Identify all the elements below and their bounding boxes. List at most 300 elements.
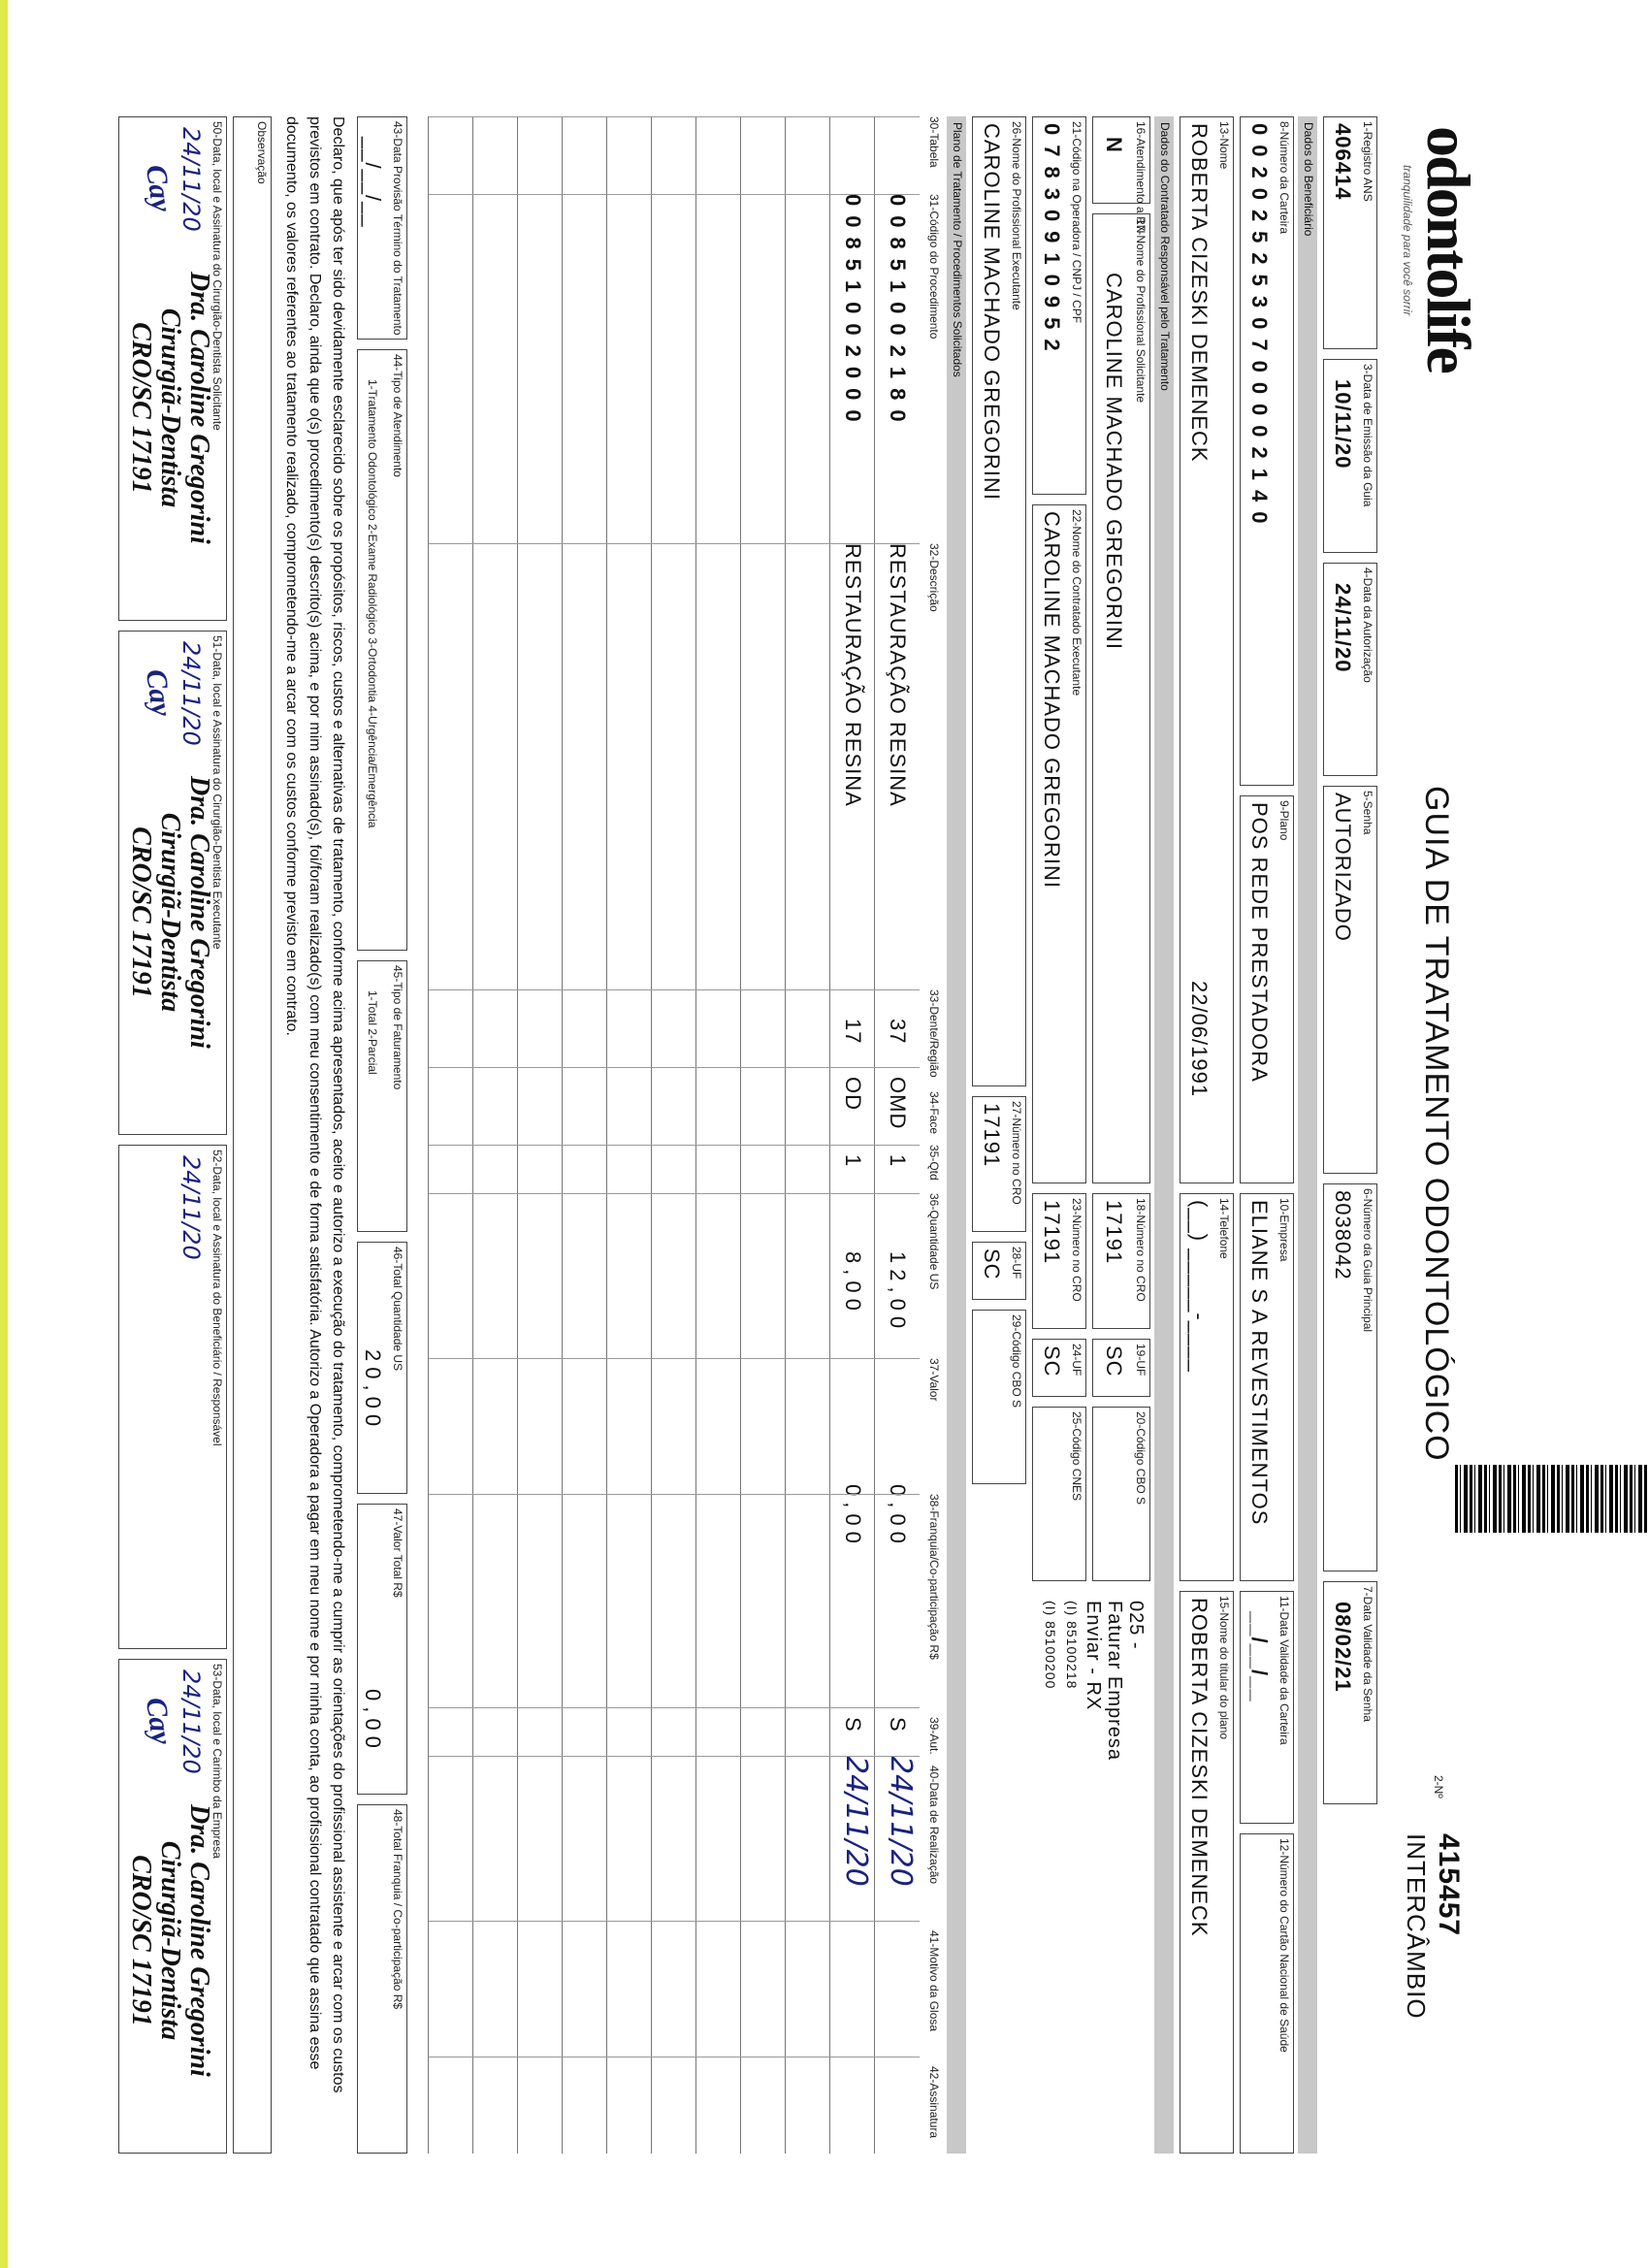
signature-3: Cay — [139, 1695, 178, 1747]
nome-value: ROBERTA CIZESKI DEMENECK — [1187, 123, 1212, 463]
cell-divider — [696, 1756, 741, 1757]
carteira-value: 0020252530700002140 — [1247, 123, 1272, 534]
atendimento-rn-box — [1092, 116, 1150, 234]
cell-divider — [830, 1921, 875, 1922]
cns-label: 12-Número do Cartão Nacional de Saúde — [1277, 1838, 1291, 2053]
cell-divider — [875, 1756, 920, 1757]
cro-solicitante-value: 17191 — [1102, 1200, 1126, 1265]
cro-solicitante-box — [1092, 1193, 1150, 1329]
cell-divider — [696, 1358, 741, 1359]
signature-1: Cay — [139, 162, 178, 214]
guia-principal-label: 6-Número da Guia Principal — [1361, 1188, 1374, 1333]
cbo-executante-label: 29-Código CBO S — [1010, 1314, 1023, 1409]
section-contratado: Dados do Contratado Responsável pelo Tratamento — [1154, 116, 1174, 2154]
cell-divider — [429, 116, 473, 117]
note-1: 025 - — [1125, 1601, 1147, 1650]
cell-divider — [652, 1756, 696, 1757]
plano-value: POS REDE PRESTADORA — [1247, 802, 1272, 1083]
plano-label: 9-Plano — [1277, 800, 1291, 841]
cell-divider — [875, 1145, 920, 1146]
cro-contratado-value: 17191 — [1040, 1200, 1064, 1265]
cell-divider — [429, 1193, 473, 1194]
cell-divider — [429, 1145, 473, 1146]
row-codigo: 00851002180 — [886, 194, 910, 432]
col-glosa: 41-Motivo da Glosa — [927, 1930, 941, 2032]
col-us: 36-Quantidade US — [927, 1193, 941, 1290]
cell-divider — [518, 543, 563, 544]
table-row — [606, 116, 652, 2154]
prof-solicitante-label: 17-Nome do Profissional Solicitante — [1134, 218, 1148, 404]
row-valor: 0,00 — [841, 1484, 865, 1549]
cell-divider — [518, 1067, 563, 1068]
tipo-faturamento-options: 1-Total 2-Parcial — [366, 990, 379, 1075]
cell-divider — [830, 543, 875, 544]
cns-box — [1240, 1833, 1294, 2154]
cell-divider — [563, 1193, 607, 1194]
tipo-atendimento-label: 44-Tipo de Atendimento — [391, 354, 404, 477]
cell-divider — [741, 1193, 786, 1194]
cell-divider — [563, 1756, 607, 1757]
cell-divider — [786, 1067, 830, 1068]
cell-divider — [652, 989, 696, 990]
cell-divider — [607, 1494, 652, 1495]
col-data: 40-Data de Realização — [927, 1766, 941, 1885]
nascimento-value: 22/06/1991 — [1187, 981, 1212, 1098]
stamp-line: Dra. Caroline Gregorini — [184, 272, 214, 544]
prof-solicitante-box — [1092, 213, 1150, 1183]
carteira-box — [1240, 116, 1294, 786]
row-aut: S — [886, 1717, 910, 1733]
cell-divider — [696, 1494, 741, 1495]
termino-label: 43-Data Provisão Término do Tratamento — [391, 121, 404, 336]
procedures-header — [920, 116, 945, 2154]
stamp-line: Cirurgiã-Dentista — [155, 812, 185, 1013]
cell-divider — [607, 1067, 652, 1068]
row-dente: 17 — [841, 1019, 865, 1045]
cell-divider — [607, 989, 652, 990]
titular-value: ROBERTA CIZESKI DEMENECK — [1187, 1598, 1212, 1937]
row-descricao: RESTAURAÇÃO RESINA — [886, 543, 910, 807]
cell-divider — [830, 1145, 875, 1146]
cell-divider — [830, 1756, 875, 1757]
table-row — [562, 116, 607, 2154]
telefone-label: 14-Telefone — [1217, 1198, 1231, 1259]
guide-number: 415457 — [1433, 1833, 1465, 1937]
signature-2: Cay — [139, 666, 178, 719]
contratado-exec-label: 22-Nome do Contratado Executante — [1070, 509, 1083, 697]
cell-divider — [429, 1756, 473, 1757]
guia-principal-value: 8038042 — [1331, 1190, 1355, 1280]
cell-divider — [473, 1921, 518, 1922]
cro-executante-value: 17191 — [980, 1103, 1004, 1168]
brand-tagline: tranquilidade para você sorrir — [1401, 165, 1414, 316]
row-us: 8,00 — [841, 1251, 865, 1316]
sig53-label: 53-Data, local e Carimbo da Empresa — [210, 1664, 224, 1859]
cell-divider — [473, 116, 518, 117]
stamp-line: Dra. Caroline Gregorini — [184, 776, 214, 1049]
cell-divider — [563, 1494, 607, 1495]
nome-label: 13-Nome — [1217, 121, 1231, 170]
data-emissao-box — [1323, 359, 1377, 553]
table-row — [740, 116, 786, 2154]
cell-divider — [518, 989, 563, 990]
total-us-value: 20,00 — [361, 1349, 385, 1433]
cell-divider — [875, 1193, 920, 1194]
barcode — [1455, 1465, 1649, 1533]
cell-divider — [473, 1358, 518, 1359]
prof-executante-box — [972, 116, 1026, 1086]
cell-divider — [607, 1145, 652, 1146]
row-aut: S — [841, 1717, 865, 1733]
cell-divider — [518, 1145, 563, 1146]
atendimento-rn-value: N — [1102, 137, 1126, 153]
cell-divider — [830, 1707, 875, 1708]
cell-divider — [429, 1358, 473, 1359]
row-qtd: 1 — [841, 1154, 865, 1168]
cell-divider — [652, 1494, 696, 1495]
franquia-total-box — [357, 1804, 407, 2154]
cell-divider — [696, 116, 741, 117]
row-codigo: 00851002000 — [841, 194, 865, 432]
cell-divider — [875, 1067, 920, 1068]
dentist-stamp-2 — [126, 776, 213, 1049]
tipo-faturamento-label: 45-Tipo de Faturamento — [391, 965, 404, 1090]
brand-logo: odontolife — [1414, 126, 1483, 373]
registro-ans-box — [1323, 116, 1377, 349]
cnes-box — [1032, 1407, 1086, 1581]
cell-divider — [875, 194, 920, 195]
empresa-value: ELIANE S A REVESTIMENTOS — [1247, 1200, 1272, 1526]
cbo-solicitante-box — [1092, 1407, 1150, 1581]
cell-divider — [607, 1921, 652, 1922]
cell-divider — [652, 543, 696, 544]
cell-divider — [652, 1921, 696, 1922]
cro-contratado-box — [1032, 1193, 1086, 1329]
cell-divider — [741, 543, 786, 544]
cell-divider — [875, 116, 920, 117]
uf-contratado-box — [1032, 1339, 1086, 1397]
cell-divider — [696, 194, 741, 195]
registro-ans-value: 406414 — [1331, 123, 1355, 201]
cell-divider — [652, 1145, 696, 1146]
prof-solicitante-value: CAROLINE MACHADO GREGORINI — [1102, 273, 1126, 651]
cell-divider — [875, 1358, 920, 1359]
uf-executante-value: SC — [980, 1248, 1004, 1280]
col-aut: 39-Aut. — [927, 1717, 941, 1755]
sig52-label: 52-Data, local e Assinatura do Beneficiário / Responsável — [210, 1150, 224, 1446]
rotated-form — [107, 107, 1484, 2163]
cbo-solicitante-label: 20-Código CBO S — [1134, 1411, 1148, 1506]
empresa-label: 10-Empresa — [1277, 1198, 1291, 1262]
guide-type: INTERCÂMBIO — [1402, 1833, 1431, 2020]
table-row — [472, 116, 518, 2154]
cell-divider — [563, 116, 607, 117]
notes — [1040, 1601, 1147, 1761]
row-qtd: 1 — [886, 1154, 910, 1168]
cell-divider — [786, 989, 830, 990]
table-row — [785, 116, 830, 2154]
table-row — [428, 116, 473, 2154]
cell-divider — [696, 1921, 741, 1922]
senha-box — [1323, 786, 1377, 1174]
cell-divider — [563, 1067, 607, 1068]
cell-divider — [786, 543, 830, 544]
page-title: GUIA DE TRATAMENTO ODONTOLÓGICO — [1418, 786, 1455, 1462]
cell-divider — [741, 116, 786, 117]
cell-divider — [786, 1358, 830, 1359]
sig50-label: 50-Data, local e Assinatura do Cirurgião-Dentista Solicitante — [210, 121, 224, 431]
col-valor: 37-Valor — [927, 1358, 941, 1402]
cell-divider — [875, 1494, 920, 1495]
cell-divider — [741, 1494, 786, 1495]
cell-divider — [875, 1921, 920, 1922]
sig50-date: 24/11/20 — [178, 127, 205, 232]
cell-divider — [830, 116, 875, 117]
cell-divider — [741, 1358, 786, 1359]
cell-divider — [830, 1193, 875, 1194]
cro-executante-box — [972, 1096, 1026, 1232]
cell-divider — [563, 1707, 607, 1708]
cell-divider — [429, 1494, 473, 1495]
dentist-stamp-3 — [126, 1804, 213, 2077]
contratado-exec-value: CAROLINE MACHADO GREGORINI — [1040, 511, 1064, 890]
cell-divider — [741, 194, 786, 195]
cell-divider — [518, 1193, 563, 1194]
tipo-atendimento-options: 1-Tratamento Odontológico 2-Exame Radiológico 3-Ortodontia 4-Urgência/Emergência — [366, 379, 379, 828]
data-emissao-label: 3-Data de Emissão da Guia — [1361, 364, 1374, 507]
table-row — [695, 116, 741, 2154]
cell-divider — [741, 1921, 786, 1922]
nome-box — [1180, 116, 1234, 1183]
col-codigo: 31-Código do Procedimento — [927, 194, 941, 340]
cell-divider — [830, 194, 875, 195]
row-face: OMD — [886, 1077, 910, 1130]
cell-divider — [830, 1067, 875, 1068]
consent-text: Declaro, que após ter sido devidamente esclarecido sobre os propósitos, riscos, custos e alternativas de tratamento, conforme acima apresentados, aceito e autorizo a execução do tratamento, comprometendo-me a cumprir as orientações do profissional assistente e arcar com os custos previstos em contrato. Declaro, ainda que o(s) procedimento(s) descrito(s) acima, e por mim assinado(s), foi/foram realizado(s) com meu consentimento e de forma satisfatória. Autorizo a Operadora a pagar em meu nome e por minha conta, ao profissional contratado que assina esse documento, os valores referentes ao tratamento realizado, comprometendo-me a arcar com os custos conforme previsto em contrato. — [283, 116, 346, 2093]
row-face: OD — [841, 1077, 865, 1111]
cell-divider — [563, 1921, 607, 1922]
cell-divider — [875, 1707, 920, 1708]
data-emissao-value: 10/11/20 — [1331, 379, 1355, 470]
observacao-box — [233, 116, 272, 2154]
cell-divider — [563, 1145, 607, 1146]
col-descricao: 32-Descrição — [927, 543, 941, 612]
cell-divider — [473, 1067, 518, 1068]
cell-divider — [563, 194, 607, 195]
cell-divider — [786, 1145, 830, 1146]
cell-divider — [563, 989, 607, 990]
cell-divider — [429, 194, 473, 195]
cod-operadora-box — [1032, 116, 1086, 495]
termino-value: __/__/__ — [361, 137, 385, 228]
cell-divider — [786, 1921, 830, 1922]
telefone-value: (__) _____-____ — [1187, 1200, 1212, 1373]
cell-divider — [429, 989, 473, 990]
franquia-total-label: 48-Total Franquia / Co-participação R$ — [391, 1809, 404, 2010]
cell-divider — [563, 1358, 607, 1359]
cell-divider — [607, 543, 652, 544]
row-valor: 0,00 — [886, 1484, 910, 1549]
cell-divider — [518, 1494, 563, 1495]
cell-divider — [473, 1756, 518, 1757]
uf-solicitante-value: SC — [1102, 1345, 1126, 1377]
atendimento-rn-label: 16-Atendimento a RN — [1134, 121, 1148, 234]
empresa-box — [1240, 1193, 1294, 1581]
cell-divider — [741, 1067, 786, 1068]
valor-total-label: 47-Valor Total R$ — [391, 1508, 404, 1598]
cell-divider — [830, 1494, 875, 1495]
sig53-date: 24/11/20 — [178, 1669, 205, 1774]
cell-divider — [696, 1707, 741, 1708]
carteira-label: 8-Número da Carteira — [1277, 121, 1291, 235]
plano-box — [1240, 795, 1294, 1183]
sig51-date: 24/11/20 — [178, 641, 205, 746]
cell-divider — [429, 1707, 473, 1708]
cell-divider — [786, 1193, 830, 1194]
registro-ans-label: 1-Registro ANS — [1361, 121, 1374, 202]
cell-divider — [741, 989, 786, 990]
cell-divider — [652, 194, 696, 195]
data-autorizacao-label: 4-Data da Autorização — [1361, 567, 1374, 683]
cell-divider — [473, 1707, 518, 1708]
stamp-line: Cirurgiã-Dentista — [155, 308, 185, 508]
validade-carteira-label: 11-Data Validade da Carteira — [1277, 1596, 1291, 1745]
cell-divider — [741, 1145, 786, 1146]
cell-divider — [607, 116, 652, 117]
cell-divider — [607, 1756, 652, 1757]
cell-divider — [652, 1358, 696, 1359]
cell-divider — [518, 116, 563, 117]
uf-executante-label: 28-UF — [1010, 1247, 1023, 1280]
cell-divider — [696, 543, 741, 544]
sig52-date: 24/11/20 — [178, 1155, 205, 1260]
validade-carteira-value: __/__/__ — [1247, 1611, 1272, 1702]
table-row — [517, 116, 563, 2154]
total-us-box — [357, 1242, 407, 1494]
col-assinatura: 42-Assinatura — [927, 2066, 941, 2139]
cell-divider — [652, 1193, 696, 1194]
note-4: (I) 85100218 — [1064, 1601, 1080, 1690]
tipo-faturamento-box — [357, 960, 407, 1232]
cell-divider — [786, 194, 830, 195]
uf-executante-box — [972, 1242, 1026, 1300]
row-dente: 37 — [886, 1019, 910, 1045]
cell-divider — [607, 1358, 652, 1359]
col-qtd: 35-Qtd — [927, 1145, 941, 1181]
cell-divider — [429, 1921, 473, 1922]
cell-divider — [473, 1494, 518, 1495]
stamp-line: Dra. Caroline Gregorini — [184, 1804, 214, 2077]
cell-divider — [830, 989, 875, 990]
cell-divider — [830, 1358, 875, 1359]
note-2: Faturar Empresa — [1104, 1601, 1125, 1762]
stamp-line: CRO/SC 17191 — [126, 322, 156, 494]
cell-divider — [429, 543, 473, 544]
cell-divider — [875, 543, 920, 544]
cro-contratado-label: 23-Número no CRO — [1070, 1198, 1083, 1302]
cell-divider — [875, 989, 920, 990]
validade-senha-label: 7-Data Validade da Senha — [1361, 1586, 1374, 1722]
row-data: 24/11/20 — [884, 1756, 918, 1887]
stamp-line: Cirurgiã-Dentista — [155, 1840, 185, 2041]
observacao-label: Observação — [255, 121, 269, 184]
telefone-box — [1180, 1193, 1234, 1581]
cell-divider — [518, 1921, 563, 1922]
cell-divider — [518, 1707, 563, 1708]
cell-divider — [607, 194, 652, 195]
valor-total-value: 0,00 — [361, 1689, 385, 1754]
cell-divider — [473, 1145, 518, 1146]
dentist-stamp-1 — [126, 272, 213, 544]
cell-divider — [652, 1067, 696, 1068]
senha-label: 5-Senha — [1361, 791, 1374, 835]
cell-divider — [696, 1067, 741, 1068]
section-procedimentos: Plano de Tratamento / Procedimentos Solicitados — [947, 116, 966, 2154]
cell-divider — [473, 194, 518, 195]
note-3: Enviar - RX — [1083, 1601, 1104, 1711]
table-row — [651, 116, 696, 2154]
stamp-line: CRO/SC 17191 — [126, 826, 156, 998]
uf-solicitante-box — [1092, 1339, 1150, 1397]
cell-divider — [741, 1707, 786, 1708]
cell-divider — [741, 1756, 786, 1757]
row-data: 24/11/20 — [839, 1756, 873, 1887]
guia-principal-box — [1323, 1183, 1377, 1571]
cell-divider — [563, 543, 607, 544]
cell-divider — [518, 1358, 563, 1359]
cell-divider — [518, 194, 563, 195]
cnes-label: 25-Código CNES — [1070, 1411, 1083, 1502]
titular-box — [1180, 1591, 1234, 2154]
cell-divider — [652, 1707, 696, 1708]
cell-divider — [696, 989, 741, 990]
uf-solicitante-label: 19-UF — [1134, 1344, 1148, 1377]
cell-divider — [652, 116, 696, 117]
cell-divider — [696, 1193, 741, 1194]
table-row — [829, 116, 875, 2154]
cell-divider — [429, 1067, 473, 1068]
validade-carteira-box — [1240, 1591, 1294, 1824]
cell-divider — [786, 1494, 830, 1495]
stamp-line: CRO/SC 17191 — [126, 1855, 156, 2026]
titular-label: 15-Nome do titular do plano — [1217, 1596, 1231, 1740]
senha-value: AUTORIZADO — [1331, 793, 1355, 942]
contratado-exec-box — [1032, 504, 1086, 1183]
cod-operadora-value: 07830910952 — [1040, 123, 1064, 361]
validade-senha-value: 08/02/21 — [1331, 1602, 1355, 1693]
total-us-label: 46-Total Quantidade US — [391, 1247, 404, 1372]
termino-box — [357, 116, 407, 340]
note-5: (I) 85100200 — [1043, 1601, 1058, 1690]
table-row — [874, 116, 920, 2154]
cro-solicitante-label: 18-Número no CRO — [1134, 1198, 1148, 1302]
section-beneficiario: Dados do Beneficiário — [1298, 116, 1317, 2154]
cbo-executante-box — [972, 1310, 1026, 1484]
sig51-label: 51-Data, local e Assinatura do Cirurgião-Dentista Executante — [210, 635, 224, 950]
tipo-atendimento-box — [357, 349, 407, 951]
cell-divider — [473, 1193, 518, 1194]
prof-executante-value: CAROLINE MACHADO GREGORINI — [980, 123, 1004, 502]
cell-divider — [786, 116, 830, 117]
cell-divider — [696, 1145, 741, 1146]
cell-divider — [473, 989, 518, 990]
cell-divider — [473, 543, 518, 544]
prof-executante-label: 26-Nome do Profissional Executante — [1010, 121, 1023, 310]
data-autorizacao-value: 24/11/20 — [1331, 583, 1355, 673]
row-us: 12,00 — [886, 1251, 910, 1335]
cell-divider — [786, 1707, 830, 1708]
uf-contratado-value: SC — [1040, 1345, 1064, 1377]
